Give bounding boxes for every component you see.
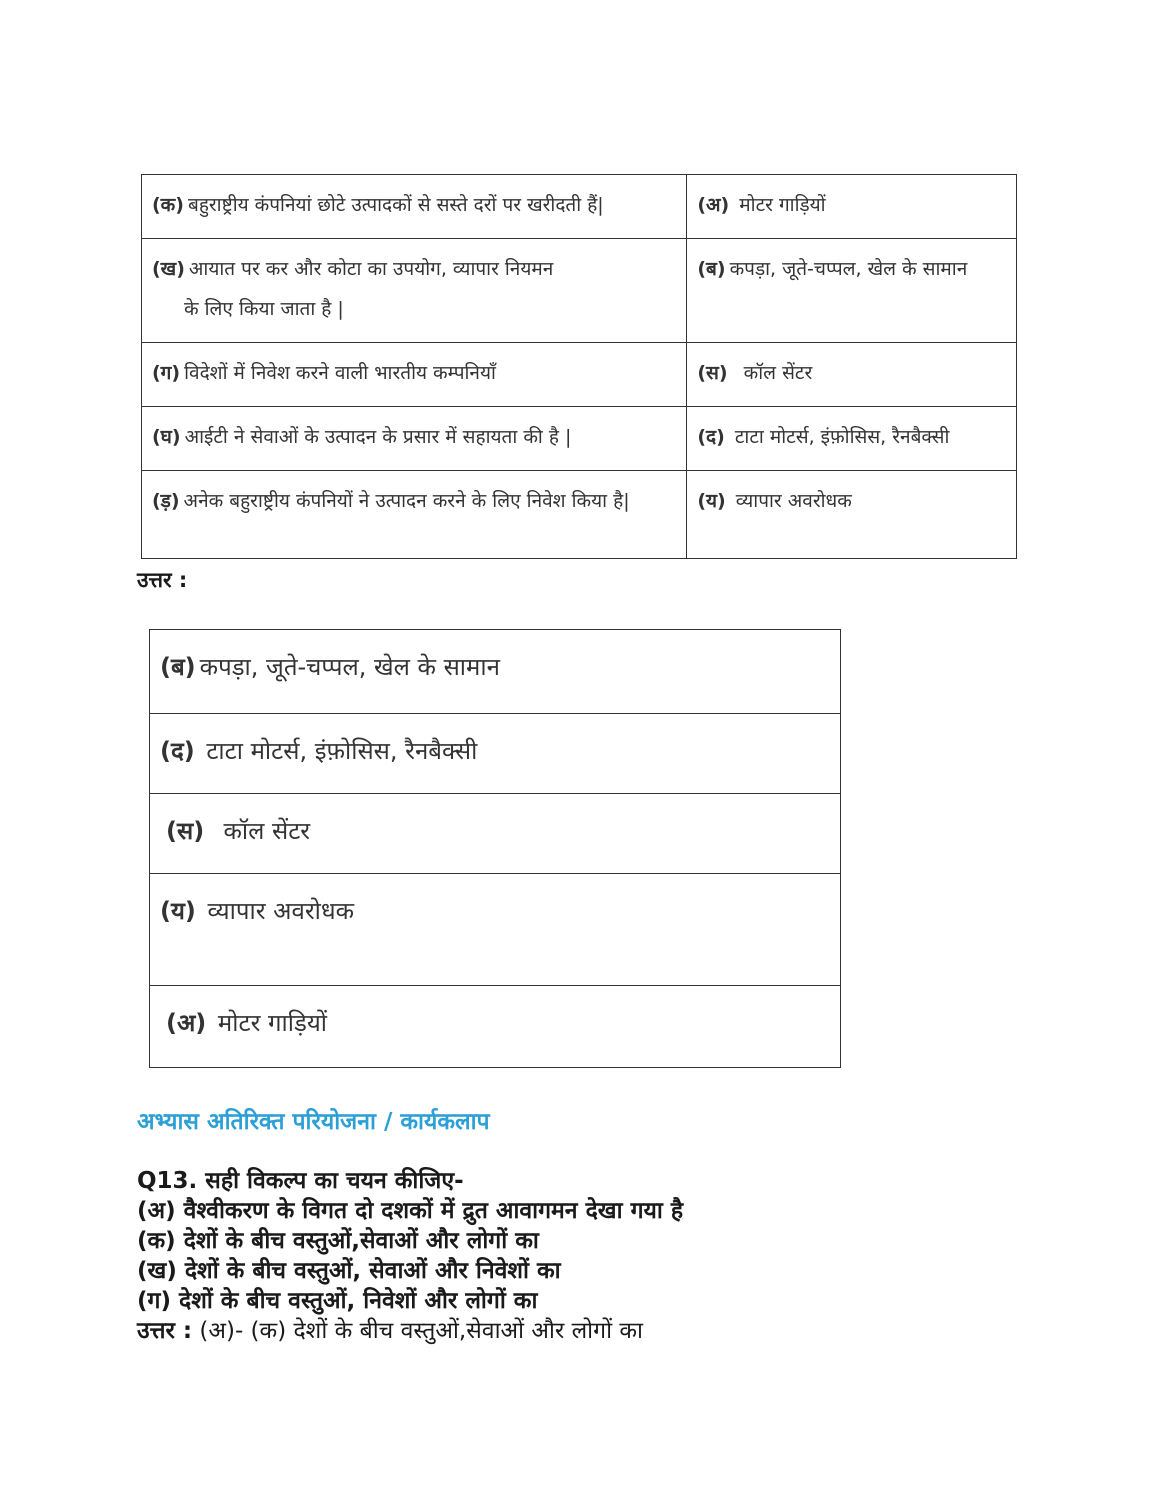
table-row (150, 874, 841, 986)
item-text: व्यापार अवरोधक (735, 490, 852, 512)
item-text-continued: के लिए किया जाता है | (184, 298, 344, 320)
table-row (142, 407, 1017, 471)
item-label: (ख) (152, 258, 185, 280)
answer-cell (150, 874, 841, 986)
match-left-cell (142, 175, 687, 239)
item-text: मोटर गाड़ियों (739, 194, 826, 216)
item-text: आईटी ने सेवाओं के उत्पादन के प्रसार में सहायता की है | (184, 426, 572, 448)
item-text: कॉल सेंटर (743, 362, 813, 384)
answer-cell (150, 714, 841, 794)
table-row (142, 471, 1017, 559)
question-stem: (अ) वैश्वीकरण के विगत दो दशकों में द्रुत आवागमन देखा गया है (137, 1198, 684, 1224)
question-answer (137, 1316, 683, 1346)
question-option: (ख) देशों के बीच वस्तुओं, सेवाओं और निवेशों का (137, 1258, 561, 1284)
item-label: (द) (160, 737, 195, 765)
question-option: (क) देशों के बीच वस्तुओं,सेवाओं और लोगों का (137, 1228, 539, 1254)
item-label: (य) (160, 897, 196, 925)
item-label: (अ) (697, 194, 730, 216)
answer-table (149, 629, 841, 1068)
table-row (142, 175, 1017, 239)
match-right-cell (687, 407, 1017, 471)
section-heading: अभ्यास अतिरिक्त परियोजना / कार्यकलाप (137, 1109, 490, 1135)
match-left-cell (142, 343, 687, 407)
question-block (137, 1166, 683, 1346)
table-row (150, 986, 841, 1068)
item-label: (ब) (160, 653, 196, 681)
match-right-cell (687, 175, 1017, 239)
match-left-cell (142, 239, 687, 343)
match-left-cell (142, 471, 687, 559)
item-text: टाटा मोटर्स, इंफ़ोसिस, रैनबैक्सी (734, 426, 950, 448)
item-label: (स) (697, 362, 728, 384)
table-row (150, 630, 841, 714)
item-label: (अ) (166, 1009, 207, 1037)
item-label: (क) (152, 194, 184, 216)
question-option: (ग) देशों के बीच वस्तुओं, निवेशों और लोगों का (137, 1288, 538, 1314)
match-right-cell (687, 471, 1017, 559)
table-row (150, 714, 841, 794)
item-text: कपड़ा, जूते-चप्पल, खेल के सामान (729, 258, 968, 280)
answer-text: (अ)- (क) देशों के बीच वस्तुओं,सेवाओं और लोगों का (199, 1318, 643, 1344)
match-table (141, 174, 1017, 559)
item-text: टाटा मोटर्स, इंफ़ोसिस, रैनबैक्सी (206, 737, 478, 765)
match-left-cell (142, 407, 687, 471)
answer-cell (150, 794, 841, 874)
table-row (142, 343, 1017, 407)
match-right-cell (687, 343, 1017, 407)
item-label: (स) (166, 817, 205, 845)
item-text: आयात पर कर और कोटा का उपयोग, व्यापार नियमन (188, 258, 554, 280)
table-row (142, 239, 1017, 343)
item-text: मोटर गाड़ियों (217, 1009, 327, 1037)
item-label: (द) (697, 426, 725, 448)
item-label: (ग) (152, 362, 181, 384)
item-label: (य) (697, 490, 726, 512)
item-label: (ड़) (152, 490, 180, 512)
answer-cell (150, 630, 841, 714)
item-label: (घ) (152, 426, 181, 448)
answer-label: उत्तर : (137, 1318, 193, 1344)
answer-cell (150, 986, 841, 1068)
match-right-cell (687, 239, 1017, 343)
item-text: बहुराष्ट्रीय कंपनियां छोटे उत्पादकों से सस्ते दरों पर खरीदती हैं| (187, 194, 604, 216)
item-text: कॉल सेंटर (223, 817, 311, 845)
question-title: Q13. सही विकल्प का चयन कीजिए- (137, 1168, 464, 1194)
item-text: अनेक बहुराष्ट्रीय कंपनियों ने उत्पादन करने के लिए निवेश किया है| (183, 490, 630, 512)
answer-label: उत्तर : (137, 568, 188, 592)
item-text: विदेशों में निवेश करने वाली भारतीय कम्पनियाँ (184, 362, 496, 384)
table-row (150, 794, 841, 874)
item-text: कपड़ा, जूते-चप्पल, खेल के सामान (199, 653, 500, 681)
item-text: व्यापार अवरोधक (207, 897, 355, 925)
item-label: (ब) (697, 258, 726, 280)
